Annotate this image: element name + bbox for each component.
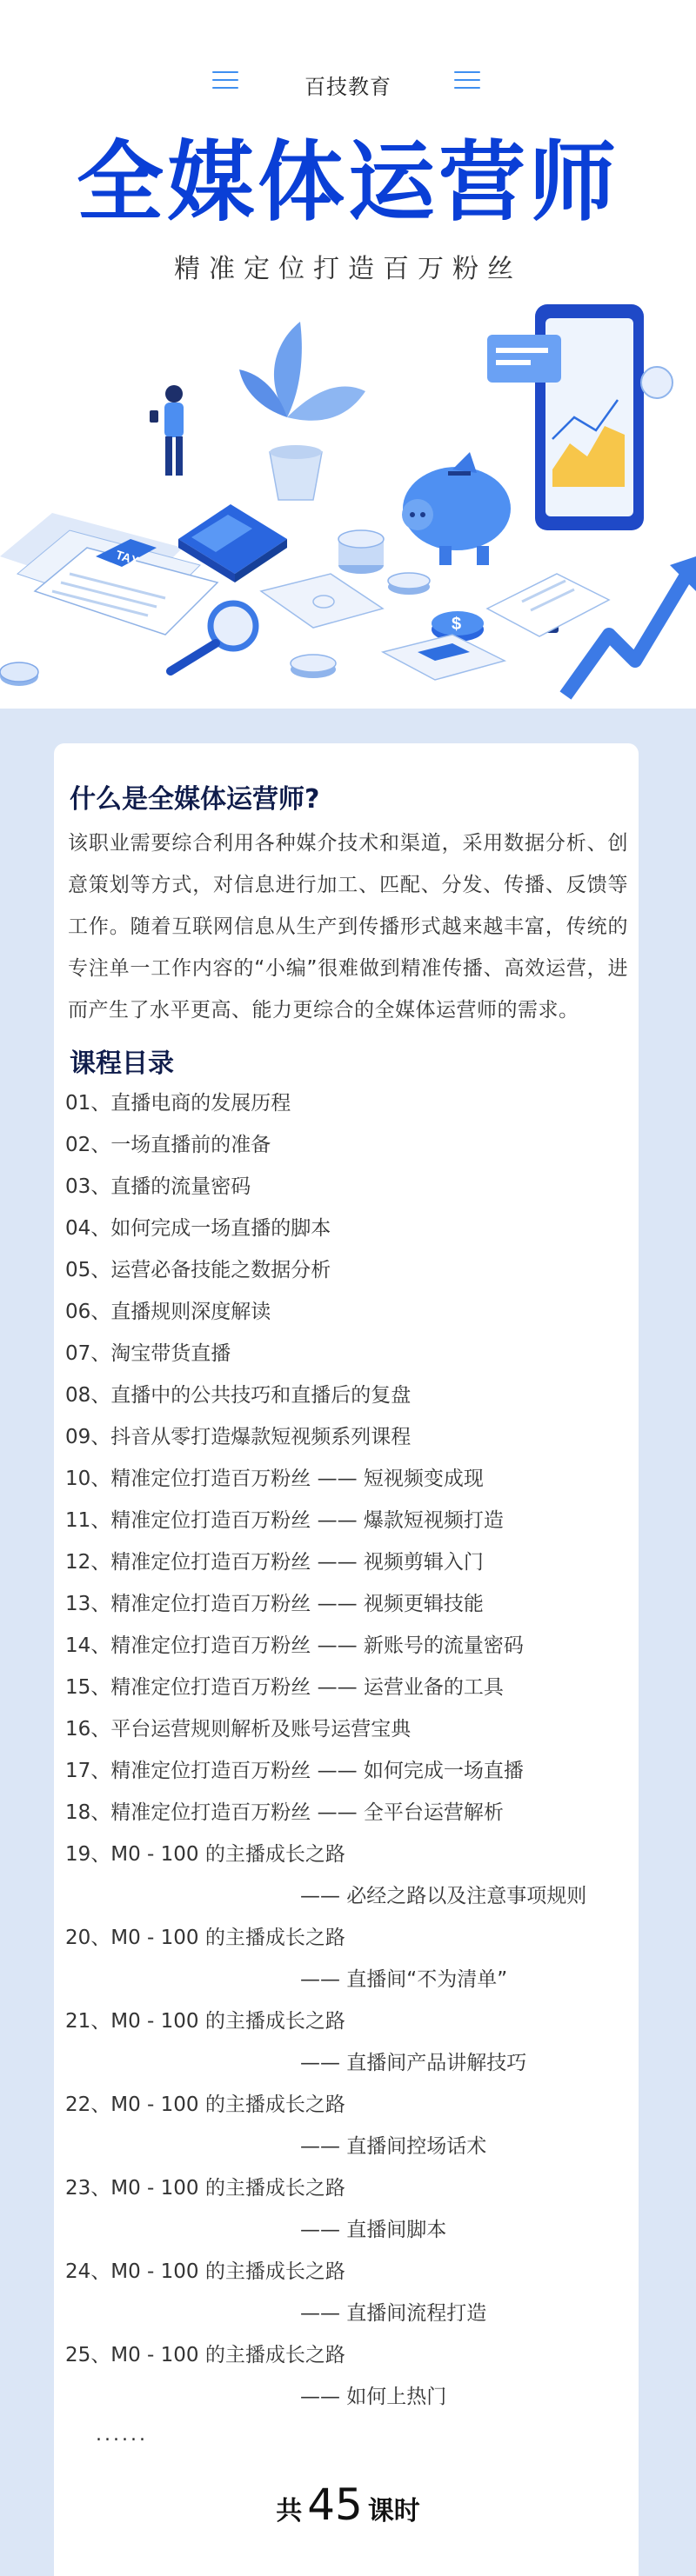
total-count: 45	[307, 2479, 363, 2530]
course-item: 22、M0 - 100 的主播成长之路	[65, 2093, 345, 2116]
finance-illustration	[0, 287, 696, 704]
course-item: 04、如何完成一场直播的脚本	[65, 1217, 331, 1240]
course-item-continuation	[65, 1959, 631, 2000]
hero-subtitle: 精准定位打造百万粉丝	[174, 254, 522, 284]
course-item: 03、直播的流量密码	[65, 1175, 251, 1198]
course-item: 01、直播电商的发展历程	[65, 1092, 291, 1115]
course-item: 14、精准定位打造百万粉丝 —— 新账号的流量密码	[65, 1634, 524, 1657]
course-item-subtitle: —— 如何上热门	[300, 2386, 447, 2408]
course-item-subtitle: —— 直播间流程打造	[300, 2302, 487, 2325]
course-item: 20、M0 - 100 的主播成长之路	[65, 1927, 345, 1949]
course-item: 12、精准定位打造百万粉丝 —— 视频剪辑入门	[65, 1551, 484, 1574]
catalog-heading: 课程目录	[70, 1048, 174, 1079]
plant-illustration	[239, 322, 365, 500]
more-ellipsis: ......	[96, 2424, 148, 2446]
brand-name: 百技教育	[304, 75, 392, 99]
course-item: 16、平台运营规则解析及账号运营宝典	[65, 1718, 412, 1741]
menu-icon[interactable]	[454, 71, 480, 90]
about-heading: 什么是全媒体运营师?	[70, 784, 320, 815]
course-item-continuation	[65, 2042, 631, 2084]
course-item: 02、一场直播前的准备	[65, 1134, 271, 1156]
course-list	[65, 1082, 631, 2418]
course-item: 06、直播规则深度解读	[65, 1301, 271, 1323]
hero-title: 全媒体运营师	[77, 131, 619, 233]
credit-card-illustration	[383, 635, 505, 680]
course-item: 17、精准定位打造百万粉丝 —— 如何完成一场直播	[65, 1760, 524, 1782]
total-suffix: 课时	[367, 2496, 420, 2526]
course-item: 25、M0 - 100 的主播成长之路	[65, 2344, 345, 2366]
course-item-continuation	[65, 2293, 631, 2334]
course-item: 23、M0 - 100 的主播成长之路	[65, 2177, 345, 2200]
course-item: 19、M0 - 100 的主播成长之路	[65, 1843, 345, 1866]
course-item-continuation	[65, 2209, 631, 2251]
phone-chart-illustration	[487, 304, 673, 530]
documents-illustration	[0, 513, 218, 635]
about-body: 该职业需要综合利用各种媒介技术和渠道，采用数据分析、创意策划等方式，对信息进行加工、匹配、分发、传播、反馈等工作。随着互联网信息从生产到传播形式越来越丰富，传统的专注单一工作内容的“小编”很难做到精准传播、高效运营，进而产生了水平更高、能力更综合的全媒体运营师的需求。	[68, 832, 628, 1022]
course-item: 09、抖音从零打造爆款短视频系列课程	[65, 1426, 412, 1448]
piggy-bank-illustration	[402, 452, 511, 565]
growth-arrow-illustration	[566, 556, 696, 696]
dollar-symbol: $	[452, 615, 462, 634]
course-item: 10、精准定位打造百万粉丝 —— 短视频变成现	[65, 1468, 484, 1490]
course-item: 07、淘宝带货直播	[65, 1342, 231, 1365]
course-item: 21、M0 - 100 的主播成长之路	[65, 2010, 345, 2033]
course-item-continuation	[65, 2376, 631, 2418]
course-item-subtitle: —— 直播间产品讲解技巧	[300, 2052, 527, 2074]
course-item-continuation	[65, 1875, 631, 1917]
course-item: 13、精准定位打造百万粉丝 —— 视频更辑技能	[65, 1593, 484, 1615]
course-item: 18、精准定位打造百万粉丝 —— 全平台运营解析	[65, 1801, 504, 1824]
course-item: 08、直播中的公共技巧和直播后的复盘	[65, 1384, 412, 1407]
top-nav	[0, 63, 696, 101]
course-item: 15、精准定位打造百万粉丝 —— 运营业备的工具	[65, 1676, 504, 1699]
course-item-subtitle: —— 必经之路以及注意事项规则	[300, 1885, 587, 1907]
course-item: 05、运营必备技能之数据分析	[65, 1259, 331, 1281]
course-item-subtitle: —— 直播间脚本	[300, 2219, 447, 2241]
total-lessons	[0, 2479, 696, 2530]
banknote-illustration	[261, 574, 383, 628]
tax-label: TAX	[114, 547, 141, 569]
person-illustration	[150, 385, 184, 476]
course-item-subtitle: —— 直播间“不为清单”	[300, 1968, 508, 1991]
course-item-subtitle: —— 直播间控场话术	[300, 2135, 487, 2158]
course-item-continuation	[65, 2126, 631, 2167]
course-item: 11、精准定位打造百万粉丝 —— 爆款短视频打造	[65, 1509, 504, 1532]
course-item: 24、M0 - 100 的主播成长之路	[65, 2260, 345, 2283]
total-prefix: 共	[276, 2496, 303, 2526]
